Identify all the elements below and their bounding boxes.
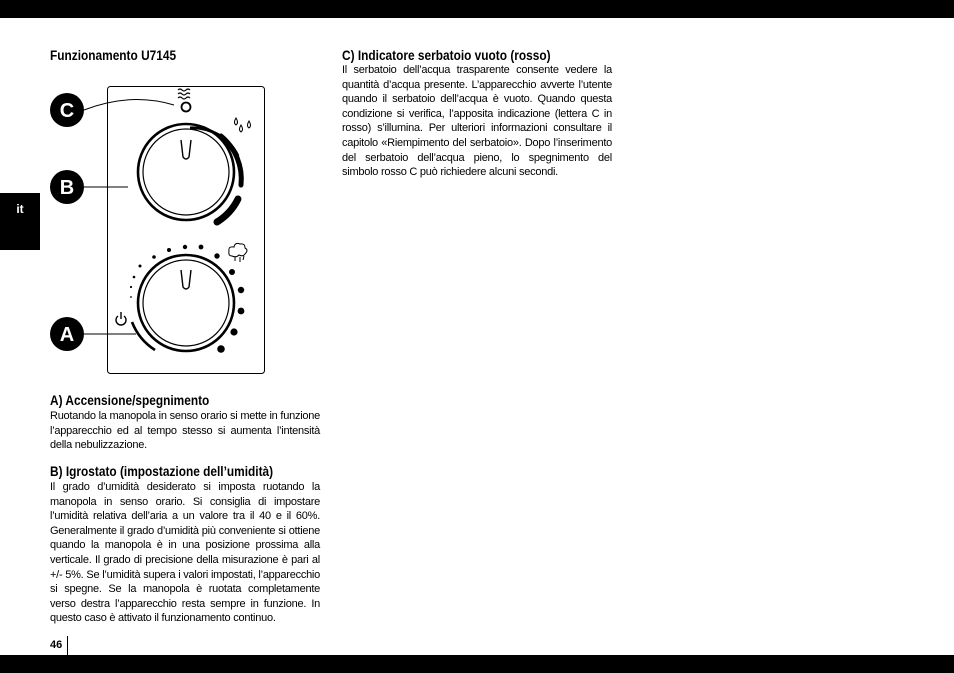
hygrostat-knob	[138, 124, 234, 220]
label-a: A	[59, 324, 75, 346]
humidity-drops-icon	[235, 118, 251, 132]
section-b-title: B) Igrostato (impostazione dell’umidità)	[50, 464, 274, 479]
intensity-knob	[138, 255, 234, 351]
label-b: B	[59, 177, 75, 199]
control-panel-diagram	[40, 80, 280, 380]
callout-b	[50, 170, 84, 204]
knob-b-pointer	[181, 140, 191, 159]
label-c: C	[59, 100, 75, 122]
page-number: 46	[50, 636, 68, 655]
intensity-dots	[130, 245, 245, 353]
section-title: Funzionamento U7145	[50, 48, 177, 63]
scale-arc-thick	[217, 199, 238, 222]
callout-c	[50, 93, 84, 127]
mist-cloud-icon	[229, 243, 247, 262]
top-bar	[0, 0, 954, 18]
section-c-text: Il serbatoio dell’acqua trasparente consente vedere la quantità d’acqua presente. L’apparecchio avverte l’utente quando il serbatoio dell’acqua è vuoto. Quando questa condizione si verifica, l’apposita indicazione (lettera C in rosso) s’illumina. Per ulteriori informazioni consultare il capitolo «Riempimento del serbatoio». Dopo l’inserimento del serbatoio dell’acqua pieno, lo spegnimento del simbolo rosso C può richiedere alcuni secondi.	[342, 64, 612, 179]
section-b-text: Il grado d’umidità desiderato si imposta ruotando la manopola in senso orario. Si consiglia di impostare l’umidità relativa dell’aria a un valore tra il 40 e il 60%. Generalmente il grado d’umidità più conveniente si ottiene quando la manopola è in una posizione prossima alla verticale. Il grado di precisione della misurazione è pari al +/- 5%. Se l’umidità supera i valori impostati, l’apparecchio si spegne. Se la manopola è ruotata completamente verso destra l’apparecchio resta sempre in funzione. In questo caso è attivato il funzionamento continuo.	[50, 481, 320, 625]
section-a-title: A) Accensione/spegnimento	[50, 393, 210, 408]
water-wave-icon	[178, 89, 190, 99]
callout-a	[50, 317, 84, 351]
language-tab: it	[0, 193, 40, 250]
leader-line-c	[84, 100, 174, 110]
bottom-bar	[0, 655, 954, 673]
section-a-text: Ruotando la manopola in senso orario si mette in funzione l’apparecchio ed al tempo stesso si aumenta l’intensità della nebulizzazione.	[50, 410, 320, 452]
knob-a-pointer	[181, 270, 191, 289]
tank-empty-indicator-icon	[182, 103, 191, 112]
section-c-title: C) Indicatore serbatoio vuoto (rosso)	[342, 48, 551, 63]
power-icon	[116, 312, 126, 325]
